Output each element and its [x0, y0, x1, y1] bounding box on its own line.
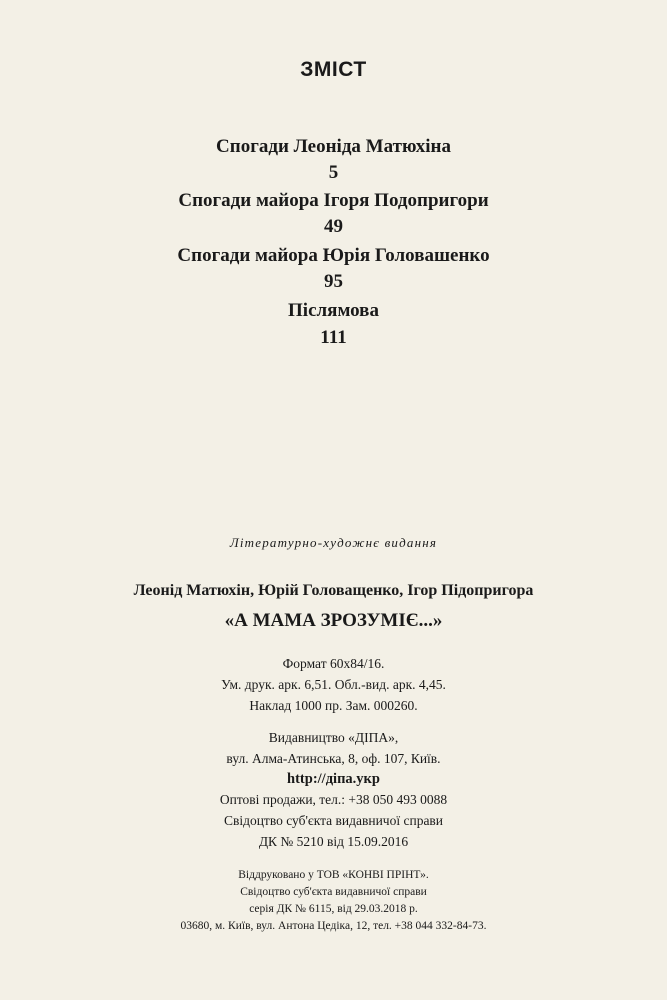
book-title: «А МАМА ЗРОЗУМІЄ...» — [224, 610, 443, 631]
format-line: Формат 60x84/16. — [282, 656, 385, 671]
publisher-certificate: Свідоцтво суб'єкта видавничої справи — [223, 813, 444, 828]
toc-entry-title: Післямова — [288, 300, 379, 321]
publisher-certificate-number: ДК № 5210 від 15.09.2016 — [258, 834, 409, 849]
sheets-line: Ум. друк. арк. 6,51. Обл.-вид. арк. 4,45. — [221, 677, 446, 692]
printer-certificate-number: серія ДК № 6115, від 29.03.2018 р. — [249, 903, 418, 915]
toc-entry-title: Спогади Леоніда Матюхіна — [216, 136, 451, 157]
printer-line: Віддруковано у ТОВ «КОНВІ ПРІНТ». — [238, 869, 429, 881]
toc-entry-page: 49 — [324, 216, 343, 237]
toc-entry-title: Спогади майора Ігоря Подопригори — [178, 190, 489, 211]
publisher-url: http://діпа.укр — [287, 771, 380, 787]
toc-entry-page: 95 — [324, 271, 343, 292]
printer-certificate: Свідоцтво суб'єкта видавничої справи — [240, 886, 427, 898]
genre-label: Літературно-художнє видання — [229, 535, 438, 550]
toc-entry-page: 111 — [320, 327, 347, 348]
publisher-name: Видавництво «ДІПА», — [268, 730, 399, 745]
toc-entry-page: 5 — [328, 162, 339, 183]
toc-heading: ЗМІСТ — [300, 58, 367, 81]
authors-line: Леонід Матюхін, Юрій Головащенко, Ігор Підопригора — [133, 582, 534, 599]
publisher-address: вул. Алма-Атинська, 8, оф. 107, Київ. — [226, 751, 441, 766]
wholesale-phone: Оптові продажи, тел.: +38 050 493 0088 — [219, 792, 448, 807]
toc-entry-title: Спогади майора Юрія Головашенко — [177, 245, 490, 266]
printer-address: 03680, м. Київ, вул. Антона Цедіка, 12, тел. +38 044 332-84-73. — [180, 920, 487, 932]
print-run-line: Наклад 1000 пр. Зам. 000260. — [249, 698, 418, 713]
